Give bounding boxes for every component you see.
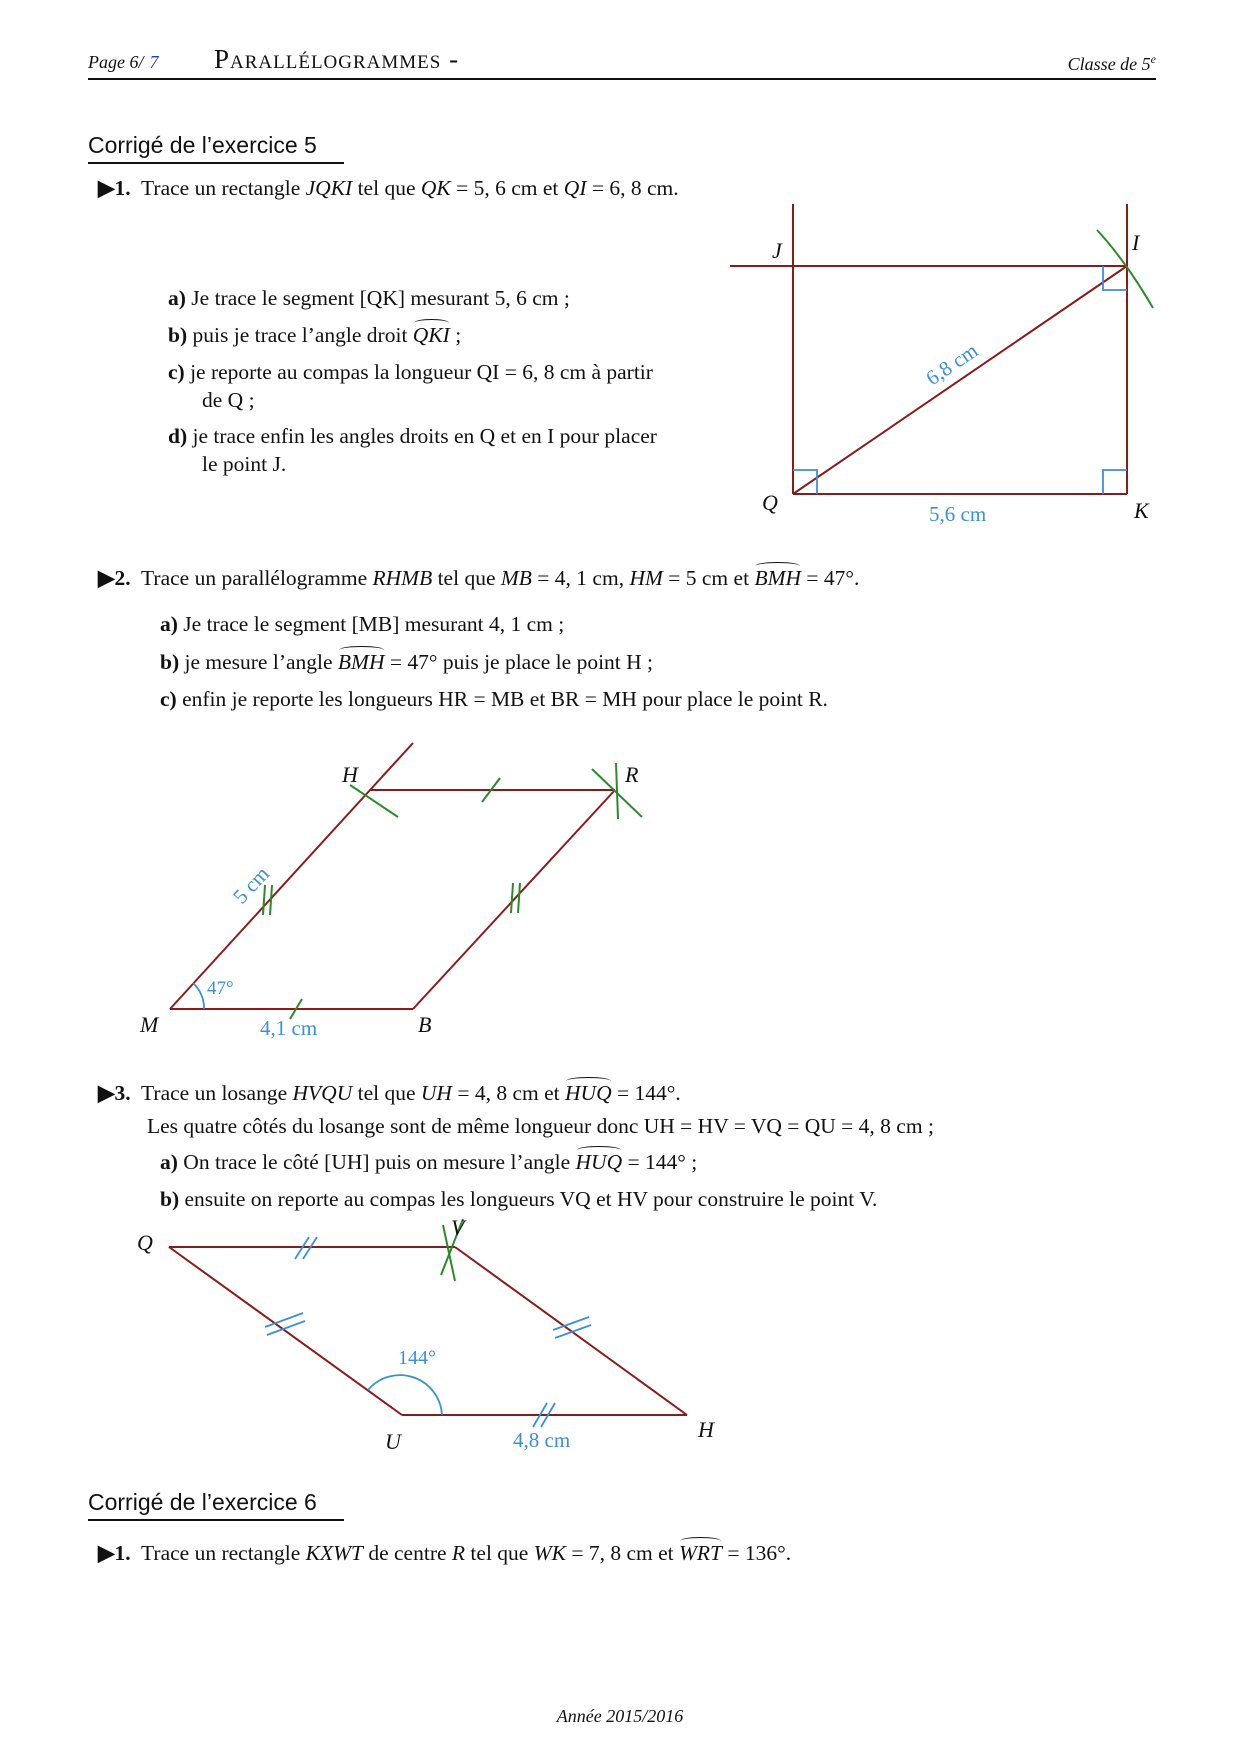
ex5-q1-step-b: b) puis je trace l’angle droit QKI ; [168,323,462,347]
label-h: H [698,1417,714,1442]
ex5-q2-step-c: c) enfin je reporte les longueurs HR = MB et BR = MH pour place le point R. [160,687,828,711]
section-title-ex5: Corrigé de l’exercice 5 [88,132,317,158]
label-b: B [418,1012,432,1037]
section-title-ex6: Corrigé de l’exercice 6 [88,1489,317,1515]
ex5-q2-statement: ▶2. Trace un parallélogramme RHMB tel que MB = 4, 1 cm, HM = 5 cm et BMH = 47°. [98,566,860,590]
tick-br-2 [518,883,520,913]
label-angle-144: 144° [398,1347,436,1369]
label-i: I [1132,230,1140,255]
page-total-link[interactable]: 7 [149,52,159,72]
section-underline-ex5 [88,162,344,164]
section-underline-ex6 [88,1519,344,1521]
arc-r-2 [616,763,618,819]
tick-mh-2 [270,885,272,915]
side-br [413,790,615,1009]
ex5-q1-step-c-cont: de Q ; [202,388,255,412]
ex5-q2-step-b: b) je mesure l’angle BMH = 47° puis je place le point H ; [160,650,654,674]
tick-qu-2 [267,1321,305,1335]
ex5-q2-step-a: a) Je trace le segment [MB] mesurant 4, 1 cm ; [160,612,565,636]
label-diagonal-length: 6,8 cm [921,338,983,391]
footer-year: Année 2015/2016 [556,1706,684,1726]
label-m: M [140,1012,159,1037]
label-u: U [385,1429,401,1454]
ex5-q1-step-d-cont: le point J. [202,452,287,476]
ex5-q1-step-d: d) je trace enfin les angles droits en Q et en I pour placer [168,424,657,448]
label-base-length: 5,6 cm [929,502,987,526]
ex5-q1-statement: ▶1. Trace un rectangle JQKI tel que QK = 5, 6 cm et QI = 6, 8 cm. [98,176,679,200]
right-angle-k [1103,470,1127,494]
label-q: Q [762,490,778,515]
tick-mh-1 [263,885,265,915]
figure-rectangle-jqki [720,200,1160,530]
label-angle-47: 47° [207,978,234,999]
header-rule [88,78,1156,80]
side-vh [455,1247,687,1415]
label-v: V [451,1215,465,1240]
ex5-q3-intro: Les quatre côtés du losange sont de même longueur donc UH = HV = VQ = QU = 4, 8 cm ; [147,1114,934,1138]
ex5-q3-step-b: b) ensuite on reporte au compas les longueurs VQ et HV pour construire le point V. [160,1187,878,1211]
side-mh [170,743,413,1009]
label-base-length: 4,8 cm [513,1428,571,1452]
angle-arc-m [193,983,204,1009]
ex5-q1-step-c: c) je reporte au compas la longueur QI = 6, 8 cm à partir [168,360,653,384]
label-r: R [625,762,639,787]
label-j: J [772,238,782,263]
ex5-q3-statement: ▶3. Trace un losange HVQU tel que UH = 4, 8 cm et HUQ = 144°. [98,1081,681,1105]
label-h: H [342,762,358,787]
label-k: K [1134,498,1149,523]
figure-rhombus-hvqu [125,1215,725,1460]
tick-br-1 [511,883,513,913]
label-base-length: 4,1 cm [260,1016,318,1040]
page-number: Page 6/ 7 [88,52,159,72]
diagonal-qi [793,266,1127,494]
ex5-q3-step-a: a) On trace le côté [UH] puis on mesure l’angle HUQ = 144° ; [160,1150,698,1174]
angle-arc-u [368,1375,442,1415]
class-label: Classe de 5e [1067,52,1156,74]
figure-parallelogram-rhmb [130,735,670,1045]
side-qu [169,1247,402,1415]
ex6-q1-statement: ▶1. Trace un rectangle KXWT de centre R tel que WK = 7, 8 cm et WRT = 136°. [98,1541,792,1565]
compass-arc-i [1097,230,1153,308]
label-side-length: 5 cm [228,861,274,909]
ex5-q1-step-a: a) Je trace le segment [QK] mesurant 5, 6 cm ; [168,286,570,310]
label-q: Q [137,1230,153,1255]
page-title: Parallélogrammes - [214,44,460,74]
